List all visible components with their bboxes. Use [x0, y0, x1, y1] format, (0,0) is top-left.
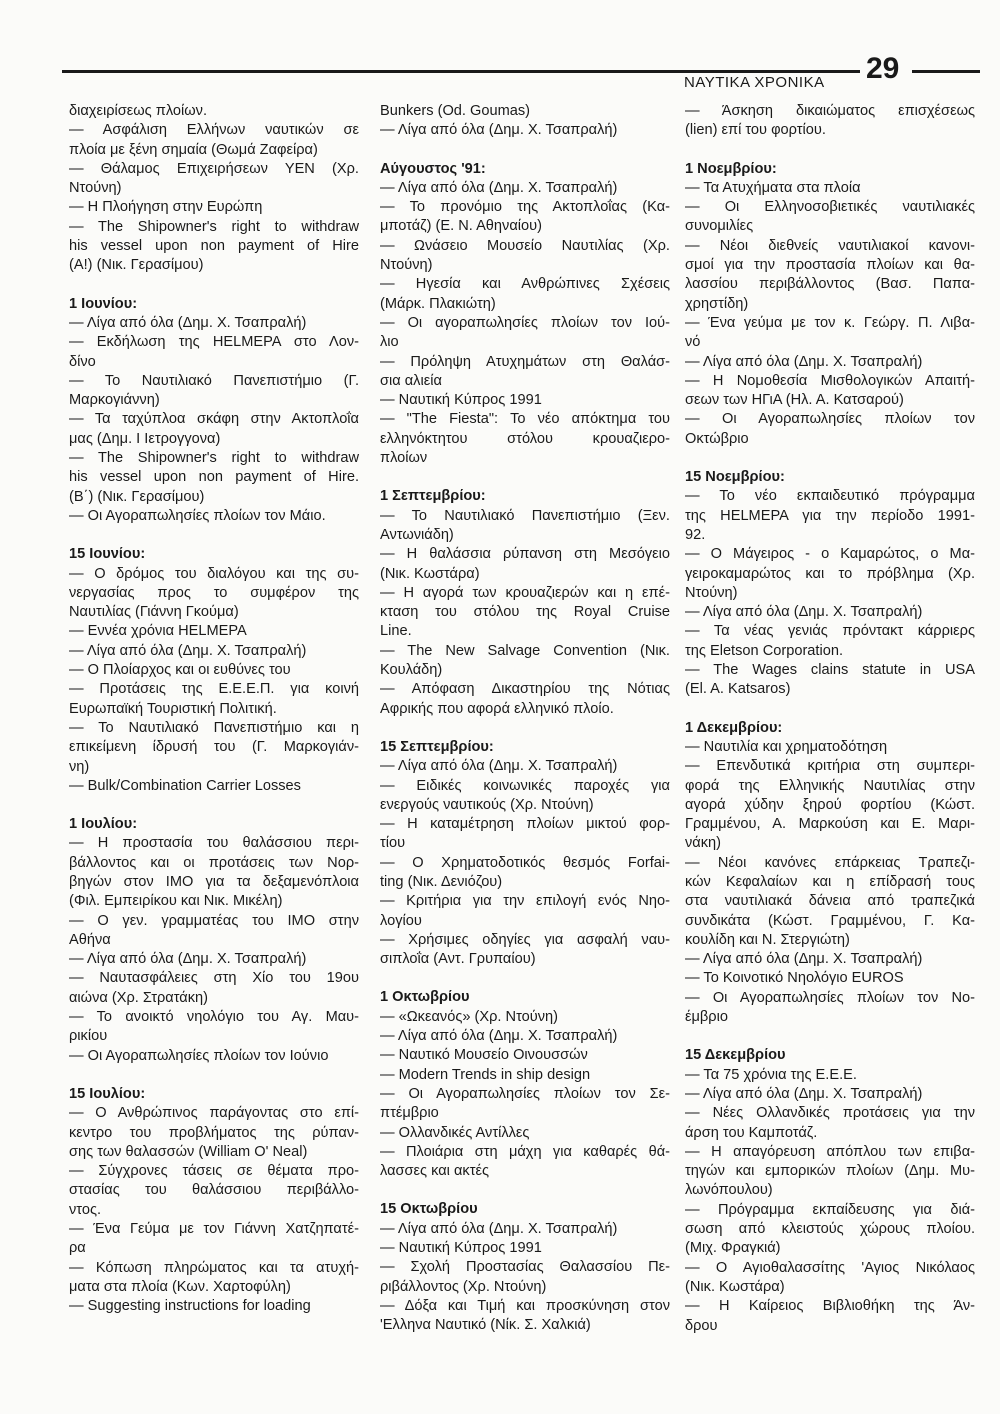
entry-line: — Η Νομοθεσία Μισθολογικών Απαιτή-	[685, 372, 975, 389]
entry-line: — Λίγα από όλα (Δημ. Χ. Τσαπραλή)	[685, 353, 923, 370]
entry-line: — Ναυτιλία και χρηματοδότηση	[685, 738, 888, 755]
entry-line: his vessel upon non payment of Hire	[69, 238, 359, 255]
entry-line: — Πρόληψη Ατυχημάτων στη Θαλάσ-	[380, 353, 670, 370]
entry-line: κουλίδη και Ν. Στεργιώτη)	[685, 931, 850, 948]
entry-line: Αφρικής που αφορά ελληνικό πλοίο.	[380, 700, 614, 717]
entry-line: φορά της Ελληνικής Ναυτιλίας στην	[685, 777, 975, 794]
entry-line: σεων των ΗΓιΑ (Ηλ. Α. Κατσαρού)	[685, 392, 904, 409]
entry-line: ρα	[69, 1240, 86, 1257]
entry-line: — Ο Χρηματοδοτικός θεσμός Forfai-	[380, 854, 670, 871]
entry-line: — Θάλαμος Επιχειρήσεων ΥΕΝ (Χρ.	[69, 160, 359, 177]
entry-line: ενεργούς ναυτικούς (Χρ. Ντούνη)	[380, 796, 594, 813]
date-heading: 15 Νοεμβρίου:	[685, 469, 785, 486]
entry-line: Μαρκογιάννη)	[69, 392, 160, 409]
entry-line: — Νέοι κανόνες επάρκειας Τραπεζι-	[685, 854, 975, 871]
entry-line: κταση του στόλου της Royal Cruise	[380, 604, 670, 621]
entry-line: — Ωνάσειο Μουσείο Ναυτιλίας (Χρ.	[380, 237, 670, 254]
entry-line: (Φιλ. Εμπειρίκου και Νικ. Μικέλη)	[69, 893, 283, 910]
entry-line: — The New Salvage Convention (Νικ.	[380, 642, 670, 659]
entry-line: Ντούνη)	[69, 180, 122, 197]
entry-line: — Η καταμέτρηση πλοίων μικτού φορ-	[380, 816, 670, 833]
entry-line: δίνο	[69, 353, 96, 370]
entry-line: — Πρόγραμμα εκπαίδευσης για διά-	[685, 1201, 975, 1218]
entry-line: έμβριο	[685, 1009, 728, 1026]
entry-line: — Οι Αγοραπωλησίες πλοίων τον Μάιο.	[69, 507, 326, 524]
entry-line: της HELMEPA για την περίοδο 1991-	[685, 507, 975, 524]
entry-line: — Η αγορά των κρουαζιερών και η επέ-	[380, 584, 670, 601]
entry-line: ντος.	[69, 1201, 102, 1218]
entry-line: χρηστίδη)	[685, 295, 749, 312]
entry-line: Κουλάδη)	[380, 662, 443, 679]
entry-line: — Απόφαση Δικαστηρίου της Νότιας	[380, 681, 670, 698]
entry-line: — Ο Πλοίαρχος και οι ευθύνες του	[69, 662, 291, 679]
entry-line: συνδικάτα (Κώστ. Γραμμένου, Γ. Κα-	[685, 912, 975, 929]
entry-line: — Ένα γεύμα με τον κ. Γεώργ. Π. Λιβα-	[685, 314, 975, 331]
entry-line: σωση από κλειστούς χώρους πλοίου.	[685, 1221, 975, 1238]
entry-line: Αντωνιάδη)	[380, 526, 454, 543]
entry-line: — Το Ναυτιλιακό Πανεπιστήμιο και η	[69, 719, 359, 736]
entry-line: — Το Ναυτιλιακό Πανεπιστήμιο (Γ.	[69, 372, 359, 389]
entry-line: — Ο δρόμος του διαλόγου και της συ-	[69, 565, 359, 582]
entry-line: πλοίων	[380, 450, 428, 467]
entry-line: — Οι Αγοραπωλησίες πλοίων τον Σε-	[380, 1085, 670, 1102]
entry-line: — Ο Μάγειρος - ο Καμαρώτος, ο Μα-	[685, 546, 975, 563]
entry-line: 92.	[685, 526, 706, 543]
entry-line: ριβάλλοντος (Χρ. Ντούνη)	[380, 1278, 547, 1295]
entry-line: σης των θαλασσών (William O' Neal)	[69, 1143, 308, 1160]
entry-line: λωνόπουλου)	[685, 1182, 773, 1199]
entry-line: — Τα Ατυχήματα στα πλοία	[685, 179, 861, 196]
entry-line: — Κριτήρια για την επιλογή ενός Νηο-	[380, 893, 670, 910]
entry-line: — Τα ταχύπλοα σκάφη στην Ακτοπλοΐα	[69, 411, 359, 428]
entry-line: λιο	[380, 334, 399, 351]
entry-line: νό	[685, 334, 701, 351]
entry-line: — Ναυτική Κύπρος 1991	[380, 1240, 542, 1257]
entry-line: στα ναυτιλιακά δάνεια από τραπεζικά	[685, 893, 975, 910]
entry-line: Ευρωπαϊκή Τουριστική Πολιτική.	[69, 700, 277, 717]
entry-line: — Modern Trends in ship design	[380, 1066, 591, 1083]
entry-line: γειροκαμαρώτος και το πρόβλημα (Χρ.	[685, 565, 975, 582]
entry-line: — «Ωκεανός» (Χρ. Ντούνη)	[380, 1008, 559, 1025]
entry-line: Αθήνα	[69, 931, 111, 948]
entry-line: — The Shipowner's right to withdraw	[69, 218, 359, 235]
date-heading: 1 Ιουλίου:	[69, 816, 138, 833]
date-heading: 1 Νοεμβρίου:	[685, 160, 777, 177]
entry-line: νάκη)	[685, 835, 722, 852]
entry-line: τηγών και εμπορικών πλοίων (Δημ. Μυ-	[685, 1163, 975, 1180]
entry-line: πλοία με ξένη σημαία (Θωμά Ζαφείρα)	[69, 141, 318, 158]
entry-line: — Οι Αγοραπωλησίες πλοίων τον Ιούνιο	[69, 1047, 329, 1064]
entry-line: — Πλοιάρια στη μάχη για καθαρές θά-	[380, 1143, 670, 1160]
entry-line: Ντούνη)	[685, 584, 738, 601]
entry-line: — Το ανοικτό νηολόγιο του Αγ. Μαυ-	[69, 1009, 359, 1026]
entry-line: άρση του Καμποτάζ.	[685, 1124, 818, 1141]
entry-line: — Η Καίρειος Βιβλιοθήκη της Άν-	[685, 1298, 975, 1315]
entry-line: — Suggesting instructions for loading	[69, 1298, 311, 1315]
entry-line: — Το Ναυτιλιακό Πανεπιστήμιο (Ξεν.	[380, 507, 670, 524]
entry-line: (Νικ. Κωστάρα)	[685, 1278, 785, 1295]
entry-line: Ναυτιλίας (Γιάννη Γκούμα)	[69, 604, 239, 621]
entry-line: σμοί για την προστασία πλοίων και θα-	[685, 257, 975, 274]
entry-line: Οκτώβριο	[685, 430, 749, 447]
entry-line: — Οι Αγοραπωλησίες πλοίων τον Νο-	[685, 989, 975, 1006]
entry-line: — Χρήσιμες οδηγίες για ασφαλή ναυ-	[380, 931, 670, 948]
date-heading: 15 Σεπτεμβρίου:	[380, 738, 494, 755]
entry-line: — Οι Αγοραπωλησίες πλοίων τον	[685, 411, 975, 428]
header-rule-right	[912, 70, 980, 73]
entry-line: — Η θαλάσσια ρύπανση στη Μεσόγειο	[380, 546, 670, 563]
entry-line: — Τα νέας γενιάς πρόντακτ κάρριερς	[685, 623, 975, 640]
entry-line: ματα στα πλοία (Κων. Χαρτοφύλη)	[69, 1278, 291, 1295]
entry-line: Bunkers (Od. Goumas)	[380, 103, 531, 119]
date-heading: 15 Ιουνίου:	[69, 546, 146, 563]
entry-line: — Η Πλοήγηση στην Ευρώπη	[69, 199, 263, 216]
entry-line: Line.	[380, 623, 412, 640]
page-number: 29	[866, 52, 900, 85]
entry-line: — Λίγα από όλα (Δημ. Χ. Τσαπραλή)	[685, 951, 923, 968]
entry-line: — Λίγα από όλα (Δημ. Χ. Τσαπραλή)	[69, 314, 307, 331]
entry-line: — Οι αγοραπωλησίες πλοίων τον Ιού-	[380, 314, 670, 331]
entry-line: δρου	[685, 1317, 718, 1334]
date-heading: 15 Ιουλίου:	[69, 1085, 146, 1102]
entry-line: — Λίγα από όλα (Δημ. Χ. Τσαπραλή)	[69, 642, 307, 659]
entry-line: ελληνόκτητου στόλου κρουαζιερο-	[380, 430, 670, 447]
entry-line: στασίας του θαλάσσιου περιβάλλο-	[69, 1182, 359, 1199]
entry-line: επικείμενη ίδρυσή του (Γ. Μαρκογιάν-	[69, 739, 359, 756]
entry-line: — Λίγα από όλα (Δημ. Χ. Τσαπραλή)	[380, 1028, 618, 1045]
entry-line: (Μάρκ. Πλακιώτη)	[380, 295, 496, 312]
entry-line: — Ο Αγιοθαλασσίτης 'Αγιος Νικόλαος	[685, 1259, 975, 1276]
entry-line: (El. A. Katsaros)	[685, 681, 791, 698]
entry-line: — Λίγα από όλα (Δημ. Χ. Τσαπραλή)	[380, 179, 618, 196]
entry-line: — Η προστασία του θαλάσσιου περι-	[69, 835, 359, 852]
entry-line: λογίου	[380, 912, 422, 929]
entry-line: — Τα 75 χρόνια της Ε.Ε.Ε.	[685, 1066, 857, 1083]
entry-line: — Η απαγόρευση απόπλου των επιβα-	[685, 1143, 975, 1160]
entry-line: — Ναυτασφάλειες στη Χίο του 19ου	[69, 970, 359, 987]
entry-line: — Ασφάλιση Ελλήνων ναυτικών σε	[69, 122, 359, 139]
entry-line: — Σύγχρονες τάσεις σε θέματα προ-	[69, 1163, 359, 1180]
entry-line: βηγών στον ΙΜΟ για τα δεξαμενόπλοια	[69, 873, 359, 890]
entry-line: — Δόξα και Τιμή και προσκύνηση στον	[380, 1297, 670, 1314]
entry-line: — Ένα Γεύμα με τον Γιάννη Χατζηπατέ-	[69, 1221, 359, 1238]
entry-line: 'Ελληνα Ναυτικό (Νίκ. Σ. Χαλκιά)	[380, 1317, 591, 1334]
entry-line: αιώνα (Χρ. Στρατάκη)	[69, 989, 208, 1006]
column-1	[69, 102, 359, 1317]
date-heading: 1 Σεπτεμβρίου:	[380, 488, 486, 505]
entry-line: ρικίου	[69, 1028, 108, 1045]
entry-line: (Μιχ. Φραγκιά)	[685, 1240, 781, 1257]
date-heading: 15 Οκτωβρίου	[380, 1201, 478, 1218]
entry-line: Γραμμένου, Α. Μαρκούση και Ε. Μαρι-	[685, 816, 975, 833]
entry-line: — Λίγα από όλα (Δημ. Χ. Τσαπραλή)	[380, 758, 618, 775]
entry-line: (lien) επί του φορτίου.	[685, 122, 826, 139]
column-3	[685, 102, 975, 1336]
entry-line: — Εννέα χρόνια HELMEPA	[69, 623, 247, 640]
entry-line: (Β΄) (Νικ. Γερασίμου)	[69, 488, 205, 505]
entry-line: — Ηγεσία και Ανθρώπινες Σχέσεις	[380, 276, 670, 293]
column-2	[380, 102, 670, 1336]
entry-line: — Ο Ανθρώπινος παράγοντας στο επί-	[69, 1105, 359, 1122]
entry-line: αγορά χύδην ξηρού φορτίου (Κώστ.	[685, 796, 975, 813]
entry-line: — Οι Ελληνοσοβιετικές ναυτιλιακές	[685, 199, 975, 216]
entry-line: — Άσκηση δικαιώματος επισχέσεως	[685, 103, 975, 119]
date-heading: 1 Οκτωβρίου	[380, 989, 470, 1006]
entry-line: — Λίγα από όλα (Δημ. Χ. Τσαπραλή)	[69, 951, 307, 968]
entry-line: — The Shipowner's right to withdraw	[69, 450, 359, 467]
entry-line: της Eletson Corporation.	[685, 642, 844, 659]
entry-line: νη)	[69, 758, 90, 775]
entry-line: — Το προνόμιο της Ακτοπλοΐας (Κα-	[380, 199, 670, 216]
entry-line: συνομιλίες	[685, 218, 754, 235]
entry-line: — Το νέο εκπαιδευτικό πρόγραμμα	[685, 488, 975, 505]
entry-line: his vessel upon non payment of Hire.	[69, 469, 359, 486]
entry-line: μας (Δημ. Ι Ιετρογγονα)	[69, 430, 221, 447]
running-head: ΝΑΥΤΙΚΑ ΧΡΟΝΙΚΑ	[684, 74, 825, 91]
entry-line: — Προτάσεις της Ε.Ε.Ε.Π. για κοινή	[69, 681, 359, 698]
entry-line: — Κόπωση πληρώματος και τα ατυχή-	[69, 1259, 359, 1276]
date-heading: Αύγουστος '91:	[380, 160, 486, 177]
date-heading: 1 Δεκεμβρίου:	[685, 719, 783, 736]
entry-line: σια αλιεία	[380, 372, 442, 389]
entry-line: (A!) (Νικ. Γερασίμου)	[69, 257, 204, 274]
entry-line: (Νικ. Κωστάρα)	[380, 565, 480, 582]
entry-line: — Σχολή Προστασίας Θαλασσίου Πε-	[380, 1259, 670, 1276]
entry-line: σιπλοΐα (Αντ. Γρυπαίου)	[380, 951, 536, 968]
entry-line: τίου	[380, 835, 406, 852]
entry-line: διαχειρίσεως πλοίων.	[69, 103, 207, 119]
entry-line: λασσες και ακτές	[380, 1163, 490, 1180]
entry-line: — Νέοι διεθνείς ναυτιλιακοί κανονι-	[685, 237, 975, 254]
entry-line: — Επενδυτικά κριτήρια στη συμπερι-	[685, 758, 975, 775]
entry-line: κών Κεφαλαίων και η επίδρασή τους	[685, 873, 975, 890]
entry-line: — Bulk/Combination Carrier Losses	[69, 777, 301, 794]
entry-line: — Ναυτικό Μουσείο Οινουσσών	[380, 1047, 588, 1064]
entry-line: — Λίγα από όλα (Δημ. Χ. Τσαπραλή)	[685, 604, 923, 621]
entry-line: — The Wages clains statute in USA	[685, 662, 975, 679]
entry-line: — Ειδικές κοινωνικές παροχές για	[380, 777, 670, 794]
entry-line: — Νέες Ολλανδικές προτάσεις για την	[685, 1105, 975, 1122]
entry-line: — Λίγα από όλα (Δημ. Χ. Τσαπραλή)	[380, 122, 618, 139]
entry-line: βάλλοντος και οι προτάσεις των Νορ-	[69, 854, 359, 871]
entry-line: — Εκδήλωση της HELMEPA στο Λον-	[69, 334, 359, 351]
entry-line: — "The Fiesta": Το νέο απόκτημα του	[380, 411, 670, 428]
entry-line: — Ναυτική Κύπρος 1991	[380, 392, 542, 409]
entry-line: κεντρο του προβλήματος της ρύπαν-	[69, 1124, 359, 1141]
entry-line: ting (Νικ. Δενιόζου)	[380, 873, 503, 890]
entry-line: μποτάζ) (Ε. Ν. Αθηναίου)	[380, 218, 542, 235]
date-heading: 1 Ιουνίου:	[69, 295, 138, 312]
entry-line: — Ολλανδικές Αντίλλες	[380, 1124, 530, 1141]
entry-line: Ντούνη)	[380, 257, 433, 274]
entry-line: νεργασίας προς το συμφέρον της	[69, 584, 359, 601]
entry-line: — Ο γεν. γραμματέας του ΙΜΟ στην	[69, 912, 359, 929]
date-heading: 15 Δεκεμβρίου	[685, 1047, 786, 1064]
entry-line: — Το Κοινοτικό Νηολόγιο EUROS	[685, 970, 904, 987]
entry-line: λασσίου περιβάλλοντος (Βασ. Παπα-	[685, 276, 975, 293]
entry-line: πτέμβριο	[380, 1105, 439, 1122]
entry-line: — Λίγα από όλα (Δημ. Χ. Τσαπραλή)	[380, 1220, 618, 1237]
header-rule	[62, 70, 860, 73]
entry-line: — Λίγα από όλα (Δημ. Χ. Τσαπραλή)	[685, 1085, 923, 1102]
